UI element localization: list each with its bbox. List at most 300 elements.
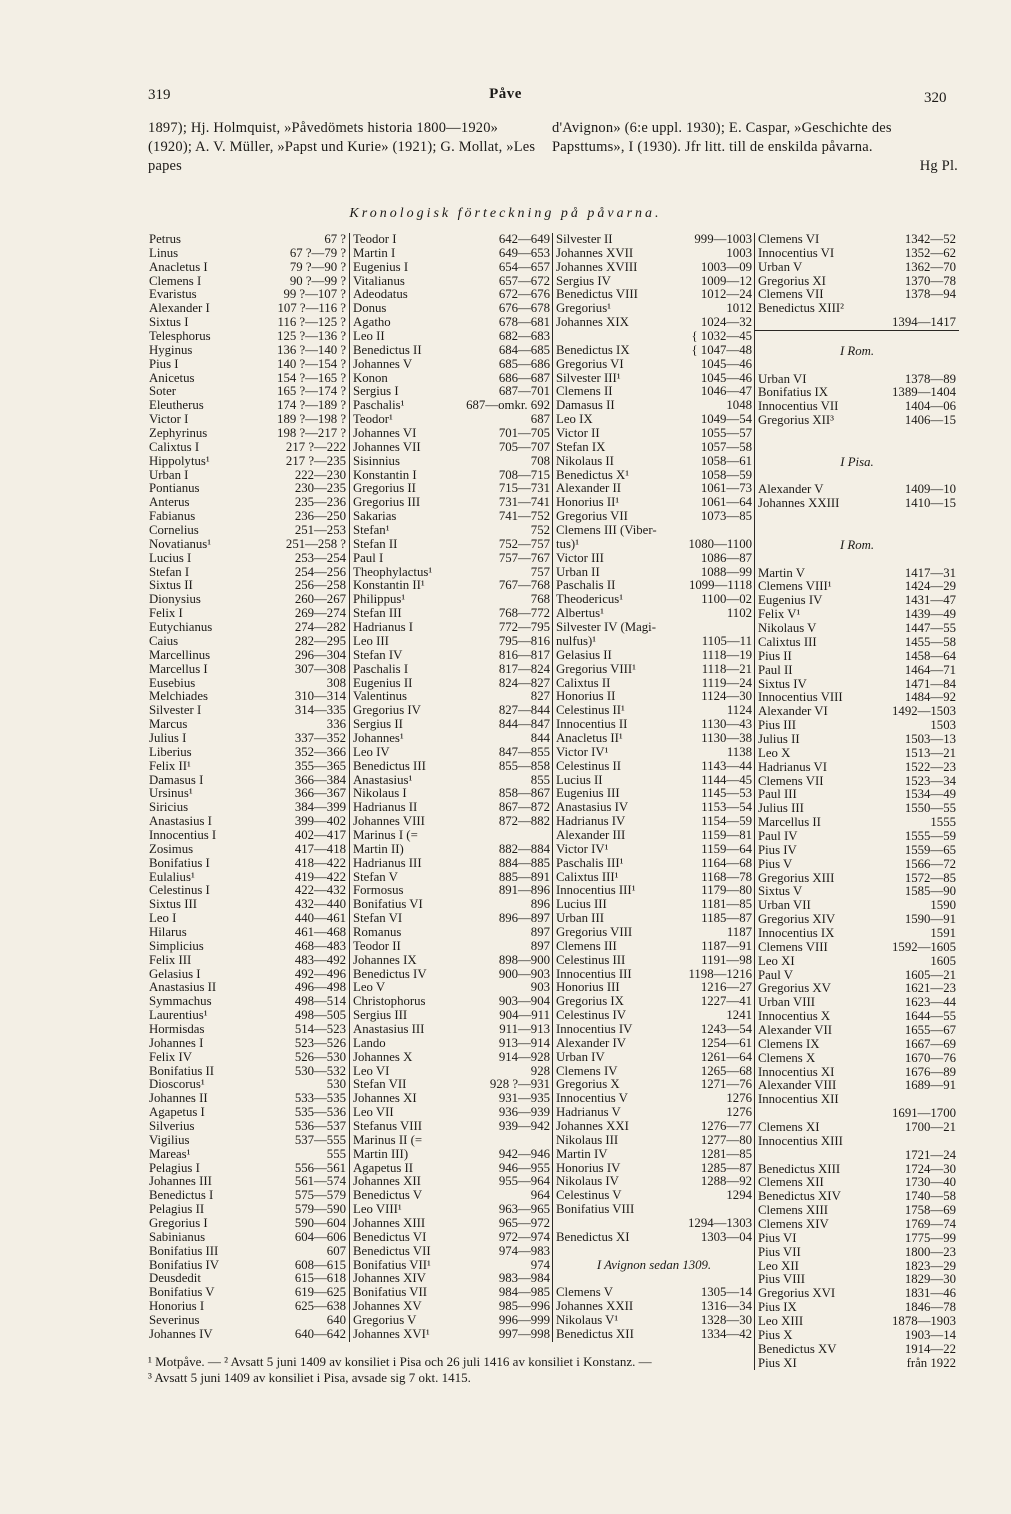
pontificate-years: 898—900 [498,952,550,967]
table-row [755,761,959,775]
pontificate-years: 1800—23 [904,1244,956,1259]
pope-name: Zephyrinus [149,426,208,441]
pontificate-years: 1424—29 [904,579,956,594]
pontificate-years: 1187 [726,924,752,939]
pope-name: Pelagius II [149,1202,205,1217]
table-row [755,719,959,733]
table-row [553,358,755,372]
table-row [755,1190,959,1204]
pontificate-years: 1276 [726,1091,752,1106]
pope-name: Johannes VII [353,439,421,454]
table-row [146,372,349,386]
table-row [350,1078,553,1092]
table-row [553,704,755,718]
table-row [553,1175,755,1189]
table-row [350,884,553,898]
pontificate-years: 872—882 [498,814,550,829]
pontificate-years: 1105—11 [701,633,752,648]
pope-name: Anastasius III [353,1021,425,1036]
table-row [553,746,755,760]
table-row [553,538,755,552]
table-row [553,677,755,691]
pope-name: Benedictus XI [556,1229,630,1244]
pontificate-years: 884—885 [498,855,550,870]
pontificate-years: 556—561 [294,1160,346,1175]
pope-name: Alexander III [556,827,626,842]
pope-name: Hyginus [149,342,193,357]
table-row [146,510,349,524]
table-row [553,247,755,261]
pontificate-years: 526—530 [294,1049,346,1064]
pontificate-years: 999—1003 [694,232,752,246]
pope-name: Deusdedit [149,1271,201,1286]
table-row [350,399,553,413]
pope-name: Anicetus [149,370,195,385]
pope-name: Sixtus III [149,897,197,912]
pontificate-years: 946—955 [498,1160,550,1175]
pope-name: Agatho [353,315,391,330]
pope-name: Celestinus II [556,758,622,773]
pope-name: Urban VIII [758,995,815,1010]
table-row [350,302,553,316]
pontificate-years: 896 [530,897,550,912]
pontificate-years: 251—253 [294,523,346,538]
pope-name: Gregorius IX [556,994,624,1009]
pope-name: Lucius I [149,550,192,565]
pontificate-years: 1621—23 [904,981,956,996]
table-row [146,704,349,718]
pontificate-years: 136 ?—140 ? [277,342,346,357]
table-row [350,926,553,940]
pontificate-years: 530 [326,1077,346,1092]
table-row [553,275,755,289]
pontificate-years: 752—757 [498,536,550,551]
pope-name: Stefan¹ [353,523,390,538]
pontificate-years: 847—855 [498,744,550,759]
pope-name: Clemens I [149,273,202,288]
pope-name: Philippus¹ [353,592,406,607]
table-row [553,995,755,1009]
pontificate-years: 282—295 [294,633,346,648]
pontificate-years: 817—824 [498,661,550,676]
table-row [553,524,755,538]
table-row [553,1328,755,1342]
pontificate-years: 235—236 [294,495,346,510]
pontificate-years: 678—681 [498,315,550,330]
table-row [755,802,959,816]
table-row [553,302,755,316]
table-row [350,607,553,621]
table-row [146,496,349,510]
pontificate-years: 496—498 [294,980,346,995]
pope-name: Agapetus I [149,1105,205,1120]
pope-name: Johannes XI [353,1091,417,1106]
table-row [755,885,959,899]
table-row [755,816,959,830]
table-row [755,331,959,345]
pontificate-years: 337—352 [294,730,346,745]
table-row [755,594,959,608]
table-row [755,1329,959,1343]
pope-name: Johannes V [353,356,413,371]
table-row [146,774,349,788]
pope-name: Siricius [149,800,189,815]
pope-name: Eleutherus [149,398,204,413]
table-row [755,428,959,442]
pope-name: Anastasius IV [556,800,629,815]
pontificate-years: 1404—06 [904,399,956,414]
table-row [146,787,349,801]
table-row [755,955,959,969]
pope-name: Hadrianus V [556,1105,621,1120]
pope-name: Paschalis I [353,661,409,676]
pontificate-years: 355—365 [294,758,346,773]
pope-name: Leo III [353,633,389,648]
pontificate-years: 1522—23 [904,759,956,774]
pope-name: Martin III) [353,1146,409,1161]
pontificate-years: 555 [326,1146,346,1161]
table-row [146,690,349,704]
pope-name: Johannes IX [353,952,417,967]
pontificate-years: 1058—59 [700,467,752,482]
table-row [755,1273,959,1287]
pontificate-years: 1644—55 [904,1009,956,1024]
pope-name: Leo VI [353,1063,390,1078]
table-row [146,413,349,427]
pope-name: Gregorius III [353,495,421,510]
pontificate-years: 514—523 [294,1021,346,1036]
pope-name: Paschalis¹ [353,398,405,413]
pope-name: Pius II [758,648,792,663]
pope-name: Clemens X [758,1050,816,1065]
pontificate-years: 336 [326,717,346,732]
table-row [553,441,755,455]
pope-name: Bonifatius VI [353,897,423,912]
pontificate-years: 1276 [726,1105,752,1120]
pope-name: Victor IV¹ [556,841,609,856]
table-row [146,344,349,358]
pope-name: Gregorius IV [353,703,421,718]
pontificate-years: 1159—81 [701,827,752,842]
table-row [350,718,553,732]
table-row [350,1300,553,1314]
table-row [146,385,349,399]
pontificate-years: 107 ?—116 ? [277,301,346,316]
table-row [553,1314,755,1328]
pontificate-years: 1439—49 [904,607,956,622]
table-row [146,233,349,247]
pontificate-years: 615—618 [294,1271,346,1286]
pope-name: Urban IV [556,1049,605,1064]
table-row [755,650,959,664]
pope-name: Theodericus¹ [556,592,624,607]
table-row [755,456,959,470]
pontificate-years: 731—741 [498,495,550,510]
pope-name: Benedictus X¹ [556,467,630,482]
section-label: I Pisa. [840,454,874,469]
table-row [146,1037,349,1051]
pope-name: Johannes VI [353,426,417,441]
table-row [553,1134,755,1148]
page-number-left: 319 [148,87,171,103]
pontificate-years: 1590—91 [904,912,956,927]
pope-name: Benedictus VII [353,1243,431,1258]
table-row [350,968,553,982]
table-row [553,233,755,247]
pontificate-years: 752 [530,523,550,538]
pope-name: Clemens V [556,1285,613,1300]
table-row [755,969,959,983]
pope-name: Lucius II [556,772,603,787]
pontificate-years: 1057—58 [700,439,752,454]
pontificate-years: 1700—21 [904,1120,956,1134]
pontificate-years: 897 [530,938,550,953]
pontificate-years: 701—705 [498,426,550,441]
pontificate-years: 1362—70 [904,259,956,274]
pope-name: Innocentius XI [758,1064,835,1079]
pontificate-years: 174 ?—189 ? [277,398,346,413]
pope-name: Bonifatius III [149,1243,219,1258]
table-column-2 [349,233,553,1342]
table-row [350,1203,553,1217]
pope-name: Innocentius VII [758,399,839,414]
table-row [553,981,755,995]
pope-name: Mareas¹ [149,1146,191,1161]
table-row [755,705,959,719]
pope-name: Severinus [149,1313,200,1328]
table-row [146,482,349,496]
pope-name: Honorius II [556,689,616,704]
pope-name: Hadrianus II [353,800,418,815]
table-row [350,663,553,677]
pope-name: Pius V [758,856,793,871]
pope-name: Calixtus III¹ [556,869,619,884]
pontificate-years: 269—274 [294,606,346,621]
pope-name: Alexander V [758,482,824,497]
table-row [146,995,349,1009]
pope-name: Anterus [149,495,190,510]
pope-name: Marcus [149,717,188,732]
table-row [350,677,553,691]
pope-name: Bonifatius IX [758,385,829,400]
pontificate-years: 1198—1216 [688,966,752,981]
table-row [553,593,755,607]
pope-name: Albertus¹ [556,606,604,621]
pontificate-years: 1241 [726,1008,752,1023]
pontificate-years: 67 ?—79 ? [289,245,346,260]
table-row [350,871,553,885]
intro-right-text: d'Avignon» (6:e uppl. 1930); E. Caspar, »Geschichte des Papsttums», I (1930). Jfr litt. till de enskilda påvarna. [552,120,892,155]
pontificate-years: 1503—13 [904,731,956,746]
pontificate-years: 422—432 [294,883,346,898]
pontificate-years: 608—615 [294,1257,346,1272]
pope-name: Telesphorus [149,329,211,344]
pope-name: Gregorius X [556,1077,620,1092]
pope-name: Clemens VIII¹ [758,579,832,594]
pontificate-years: 708 [530,453,550,468]
pope-name: Hadrianus VI [758,759,828,774]
pontificate-years: 1164—68 [701,855,752,870]
pope-name: Martin V [758,565,806,580]
pontificate-years: 1243—54 [700,1021,752,1036]
table-column-1 [146,233,349,1342]
pope-name: Novatianus¹ [149,536,212,551]
table-row [755,525,959,539]
pontificate-years: 858—867 [498,786,550,801]
table-row [553,1189,755,1203]
table-row [553,385,755,399]
pontificate-years: 1523—34 [904,773,956,788]
pope-name: Johannes II [149,1091,208,1106]
table-row [350,981,553,995]
table-row [755,539,959,553]
pontificate-years: 1154—59 [701,814,752,829]
pope-name: Innocentius VI [758,245,835,260]
table-row [553,635,755,649]
pontificate-years: 536—537 [294,1119,346,1133]
table-row [755,622,959,636]
table-row [146,1314,349,1328]
table-row [350,621,553,635]
pontificate-years: 1265—68 [700,1063,752,1078]
pontificate-years: 928 [530,1063,550,1078]
table-row [755,359,959,373]
pontificate-years: 1352—62 [904,245,956,260]
pontificate-years: 217 ?—235 [285,453,346,468]
pope-name: Johannes¹ [353,730,404,745]
pontificate-years: 399—402 [294,814,346,829]
pontificate-years: 1676—89 [904,1064,956,1079]
table-row [146,760,349,774]
table-row [755,1204,959,1218]
pope-name: Johannes XIX [556,315,629,330]
pontificate-years: 767—768 [498,578,550,593]
table-row [553,566,755,580]
pope-name: Stefan VII [353,1077,407,1092]
pope-name: Symmachus [149,994,212,1009]
pontificate-years: 1191—98 [701,952,752,967]
pontificate-years: 1144—45 [701,772,752,787]
pontificate-years: 1046—47 [700,384,752,399]
pontificate-years: 1088—99 [700,564,752,579]
table-row [553,926,755,940]
pontificate-years: 1049—54 [700,412,752,427]
pontificate-years: 1179—80 [701,883,752,898]
table-row [553,1259,755,1273]
table-row [553,496,755,510]
pope-name: Innocentius VIII [758,690,843,705]
table-row [755,400,959,414]
table-row [146,829,349,843]
pontificate-years: 1831—46 [904,1286,956,1301]
table-row [553,663,755,677]
pontificate-years: 1591 [930,925,956,940]
pope-name: Innocentius XII [758,1092,839,1107]
table-row [755,996,959,1010]
section-label: I Rom. [839,343,875,358]
table-row [755,691,959,705]
pope-name: Benedictus III [353,758,426,773]
table-row [755,1246,959,1260]
pontificate-years: 384—399 [294,800,346,815]
table-row [553,829,755,843]
table-row [755,302,959,316]
table-row [553,455,755,469]
pope-name: Innocentius III¹ [556,883,636,898]
pontificate-years: 903—904 [498,994,550,1009]
pontificate-years: 402—417 [294,827,346,842]
pontificate-years: 1592—1605 [892,939,956,954]
pope-name: Julius III [758,801,804,816]
pontificate-years: 882—884 [498,841,550,856]
pontificate-years: 1775—99 [904,1230,956,1245]
pontificate-years: 1012—24 [700,287,752,302]
pope-name: Honorius II¹ [556,495,620,510]
pope-name: Damasus II [556,398,615,413]
pope-name: Johannes I [149,1035,204,1050]
table-row [146,538,349,552]
table-row [146,441,349,455]
pontificate-years: 537—555 [294,1132,346,1147]
pontificate-years: 1389—1404 [892,385,956,400]
pontificate-years: 1003 [726,245,752,260]
table-row [553,372,755,386]
pontificate-years: 928 ?—931 [489,1077,550,1092]
pontificate-years: 672—676 [498,287,550,302]
table-row [553,552,755,566]
pope-name: Silvester III¹ [556,370,621,385]
pope-name: Celestinus III [556,952,626,967]
pope-name: Felix IV [149,1049,193,1064]
table-row [350,1162,553,1176]
pontificate-years: 1492—1503 [892,704,956,719]
pope-name: Valentinus [353,689,408,704]
pope-name: Hadrianus IV [556,814,626,829]
pontificate-years: 498—505 [294,1008,346,1023]
pope-name: Hippolytus¹ [149,453,210,468]
pontificate-years: 654—657 [498,259,550,274]
table-row [146,288,349,302]
pontificate-years: 1394—1417 [892,315,956,330]
pontificate-years: 657—672 [498,273,550,288]
pontificate-years: 1168—78 [701,869,752,884]
pope-name: Benedictus XV [758,1341,837,1356]
pope-name: Pius I [149,356,179,371]
table-row [755,1093,959,1107]
pope-name: Johannes XVII [556,245,634,260]
pope-name: Nikolaus I [353,786,407,801]
pontificate-years: 685—686 [498,356,550,371]
pontificate-years: 523—526 [294,1035,346,1050]
pontificate-years: 607 [326,1243,346,1258]
intro-left-column: 1897); Hj. Holmquist, »Påvedömets historia 1800—1920» (1920); A. V. Müller, »Papst und Kurie» (1921); G. Mollat, »Les papes [148,120,536,174]
pontificate-years: 1138 [726,744,752,759]
pontificate-years: 1130—43 [701,717,752,732]
pope-name: Celestinus II¹ [556,703,625,718]
table-row [755,844,959,858]
pontificate-years: 772—795 [498,620,550,635]
pope-name: Victor I [149,412,189,427]
table-row [350,649,553,663]
pontificate-years: 468—483 [294,938,346,953]
pontificate-years: 687 [530,412,550,427]
table-row [755,442,959,456]
pope-name: Caius [149,633,179,648]
pope-name: Celestinus IV [556,1008,627,1023]
pontificate-years: 1409—10 [904,482,956,497]
pope-name: Johannes XIV [353,1271,426,1286]
page-number-right: 320 [924,90,947,106]
